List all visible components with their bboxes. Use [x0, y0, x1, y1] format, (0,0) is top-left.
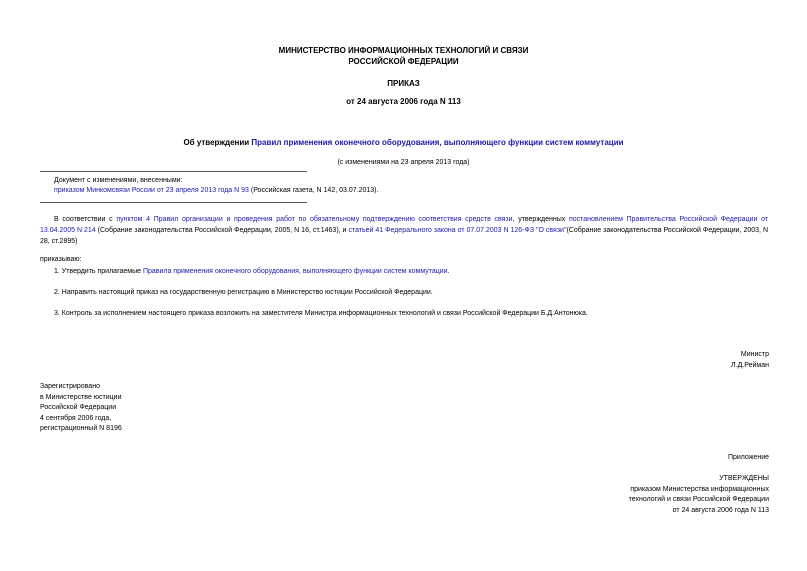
signature-name: Л.Д.Рейман [731, 362, 769, 369]
preamble-link-federal-law[interactable]: статьей 41 Федерального закона от 07.07.2003 N 126-ФЗ "О связи" [348, 227, 567, 234]
amendments-note: (с изменениями на 23 апреля 2013 года) [337, 159, 470, 166]
preamble-link-government-decree[interactable]: постановлением Правительства Российской Федерации от 13.04.2005 N 214 [40, 216, 769, 234]
order-word: приказываю: [40, 256, 82, 263]
appendix-line-2: технологий и связи Российской Федерации [628, 496, 769, 503]
appendix-approval-block [629, 474, 769, 516]
changes-order-link[interactable]: приказом Минкомсвязи России от 23 апреля 2013 года N 93 [54, 187, 249, 194]
order-item-1-rules-link[interactable]: Правила применения оконечного оборудования, выполняющего функции систем коммутации [142, 268, 448, 275]
registration-block [40, 382, 122, 435]
order-item-1-suffix: . [447, 268, 450, 275]
document-type: ПРИКАЗ [387, 79, 420, 88]
changes-box-top-rule [40, 171, 307, 172]
changes-box-entry [54, 186, 378, 195]
preamble-link-certification-rules[interactable]: пунктом 4 Правил организации и проведения работ по обязательному подтверждению соответствия средств связи [116, 216, 513, 223]
registration-line-4: 4 сентября 2006 года, [40, 414, 112, 422]
registration-line-1: Зарегистрировано [40, 383, 100, 390]
document-title [0, 138, 807, 149]
registration-line-2: в Министерстве юстиции [40, 393, 122, 401]
order-item-1 [54, 267, 450, 276]
preamble-text-4: (Собрание законодательства Российской Федерации, 2003, N 28, ст.2895) [40, 227, 769, 245]
appendix-approved: УТВЕРЖДЕНЫ [719, 475, 769, 482]
preamble-text-1: В соответствии с [54, 216, 117, 223]
ministry-name-line2: РОССИЙСКОЙ ФЕДЕРАЦИИ [348, 57, 459, 66]
signature-position: Министр [740, 351, 769, 358]
registration-line-3: Российской Федерации [40, 404, 117, 411]
appendix-line-1: приказом Министерства информационных [630, 485, 769, 493]
changes-order-source: (Российская газета, N 142, 03.07.2013). [248, 187, 379, 194]
ministry-name-line1: МИНИСТЕРСТВО ИНФОРМАЦИОННЫХ ТЕХНОЛОГИЙ И СВЯЗИ [278, 46, 529, 55]
document-date: от 24 августа 2006 года N 113 [346, 97, 461, 106]
order-item-1-prefix: 1. Утвердить прилагаемые [54, 268, 143, 275]
title-rules-link[interactable]: Правил применения оконечного оборудования, выполняющего функции систем коммутации [251, 138, 624, 147]
title-prefix: Об утверждении [183, 138, 252, 147]
preamble-text-3: (Собрание законодательства Российской Федерации, 2005, N 16, ст.1463), и [95, 227, 349, 234]
order-item-3: 3. Контроль за исполнением настоящего приказа возложить на заместителя Министра информационных технологий и связи Российской Федерации Б.Д.Антонюка. [54, 310, 588, 317]
appendix-line-3: от 24 августа 2006 года N 113 [672, 506, 769, 514]
order-item-2: 2. Направить настоящий приказ на государственную регистрацию в Министерство юстиции Российской Федерации. [54, 289, 433, 296]
changes-box-bottom-rule [40, 202, 307, 203]
changes-box-label: Документ с изменениями, внесенными: [54, 177, 183, 184]
preamble-paragraph [40, 214, 768, 247]
preamble-text-2: , утвержденных [512, 216, 569, 223]
appendix-label: Приложение [727, 454, 769, 461]
registration-line-5: регистрационный N 8196 [40, 425, 122, 432]
